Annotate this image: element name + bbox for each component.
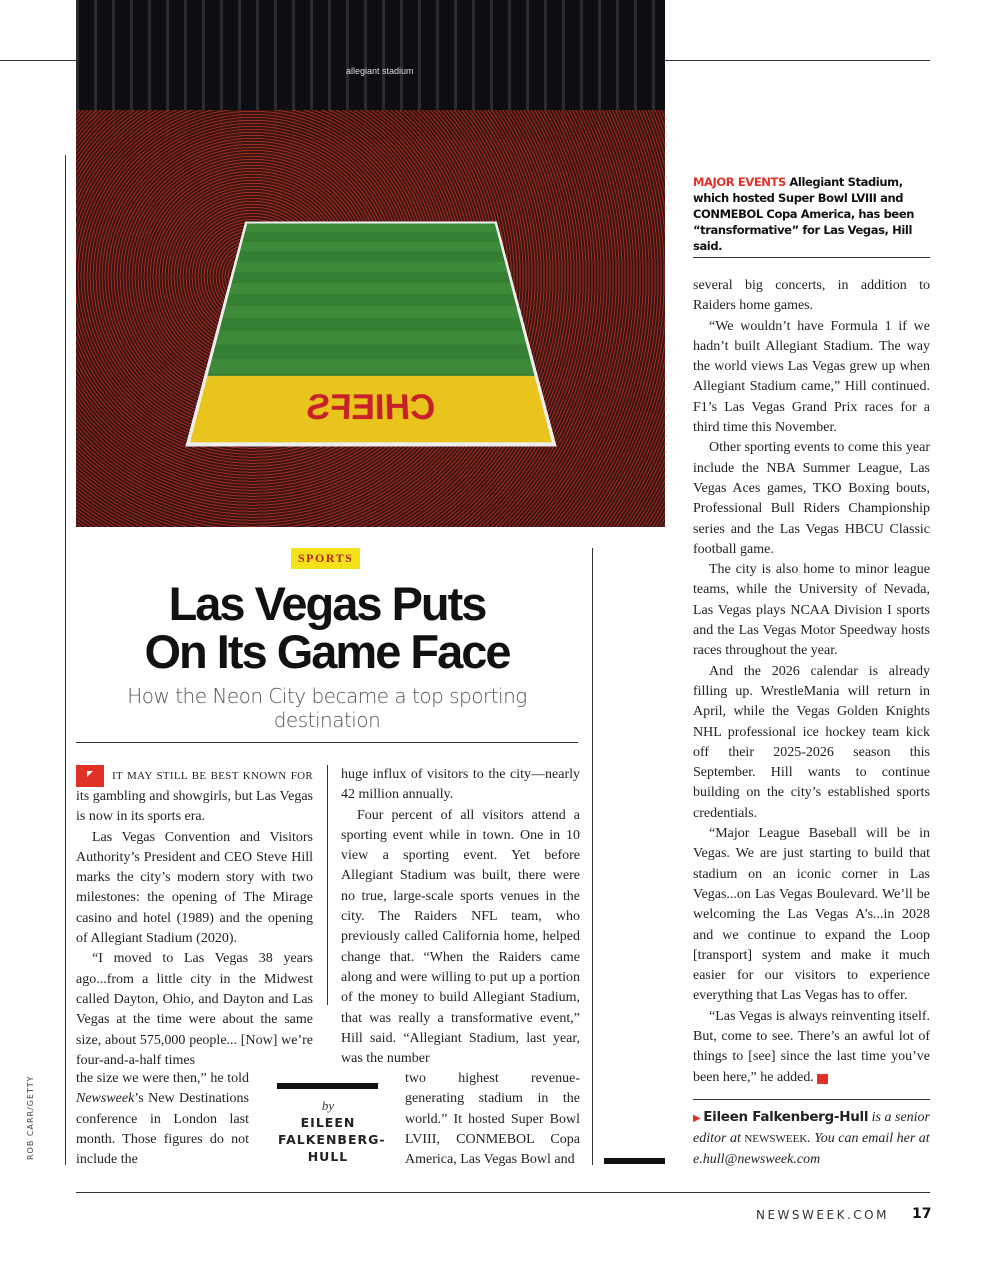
column-3: several big concerts, in addition to Raiders home games. “We wouldn’t have Formula 1 if we hadn’t built Allegiant Stadium. The way the world views Las Vegas grew up when Allegiant Stadium came,” Hill continued. F1’s Las Vegas Grand Prix races for a third time this November. Other sporting events to come this year include the NBA Summer League, Las Vegas Aces games, TKO Boxing bouts, Professional Bull Riders Championship series and the Las Vegas HBCU Classic football game. The city is also home to minor league teams, while the University of Nevada, Las Vegas plays NCAA Division I sports and the Las Vegas Motor Speedway hosts races throughout the year. And the 2026 calendar is already filling up. WrestleMania will return in April, while the Vegas Golden Knights NHL professional ice hockey team kick off their 2025-2026 season this September. Hill wants to continue building on the city’s established sports credentials. “Major League Baseball will be in Vegas. We are just starting to build that stadium on an iconic corner in Las Vegas...on Las Vegas Boulevard. We’ll be welcoming the Las Vegas A’s...in 2028 and we continue to expand the Loop [transport] system and make it much easier for our visitors to experience everything that Las Vegas has to offer. “Las Vegas is always reinventing itself. But, come to see. There’s an awful lot of things to [see] since the last time you’ve been here,” he added. N <box>693 278 930 1085</box>
headline: Las Vegas Puts On Its Game Face <box>144 577 510 678</box>
endzone-text: CHIEFS <box>190 376 552 442</box>
paragraph: “I moved to Las Vegas 38 years ago...from a little city in the Midwest called Dayton, Ohio, and Dayton and Las Vegas at the time were about the same size, about 575,000 people... [Now] we’re four-and-a-half times <box>76 951 313 1068</box>
caption-label: MAJOR EVENTS <box>693 175 786 189</box>
stadium-sign: allegiant stadium <box>346 66 414 76</box>
football-field <box>185 222 556 447</box>
column-2-continued: two highest revenue-generating stadium in the world.” It hosted Super Bowl LVIII, CONMEBOL Copa America, Las Vegas Bowl and <box>405 1071 580 1168</box>
triangle-bullet-icon: ▶ <box>693 1113 704 1124</box>
author-email[interactable]: . You can email her at e.hull@newsweek.com <box>693 1131 930 1167</box>
footer-site[interactable]: NEWSWEEK.COM <box>756 1208 889 1222</box>
column-end-bar <box>604 1158 665 1164</box>
left-rule <box>65 155 66 1165</box>
byline-bar <box>277 1083 378 1089</box>
headline-rule <box>76 742 578 743</box>
byline: by EILEEN FALKENBERG-HULL <box>278 1098 386 1164</box>
bio-rule <box>693 1099 930 1100</box>
paragraph: Las Vegas Convention and Visitors Authority’s President and CEO Steve Hill marks the city’s modern story with two milestones: the opening of The Mirage casino and hotel (1989) and the opening of Allegiant Stadium (2020). <box>76 829 313 947</box>
author-name[interactable]: EILEEN FALKENBERG-HULL <box>278 1115 386 1164</box>
newsweek-marker-icon <box>76 765 104 787</box>
column-rule-inner <box>327 765 328 1005</box>
paragraph: huge influx of visitors to the city—nearly 42 million annually. <box>341 767 580 803</box>
stadium-photo <box>76 0 665 527</box>
top-rule-left <box>0 60 76 61</box>
top-rule-right <box>665 60 930 61</box>
paragraph: Four percent of all visitors attend a sporting event while in town. One in 10 view a sporting event. Yet before Allegiant Stadium was built, there were no true, large-scale sports venues in the city. The Raiders NFL team, who previously called California home, helped change that. “When the Raiders came along and were willing to put up a portion of the money to build Allegiant Stadium, that was really a transformative event,” Hill said. “Allegiant Stadium, last year, was the number <box>341 807 580 1067</box>
lead-paragraph: IT MAY STILL BE BEST KNOWN FOR its gambling and showgirls, but Las Vegas is now in its sports era. <box>76 765 313 828</box>
caption-rule <box>693 257 930 258</box>
page-number: 17 <box>912 1206 932 1222</box>
column-2 <box>341 765 580 1069</box>
end-mark-icon: N <box>817 1074 828 1084</box>
column-rule <box>592 548 593 1165</box>
column-1-continued: the size we were then,” he told Newsweek’s New Destinations conference in London last month. Those figures do not include the <box>76 1071 249 1168</box>
author-bio: ▶ Eileen Falkenberg-Hull is a senior editor at NEWSWEEK. You can email her at e.hull@newsweek.com <box>693 1109 931 1167</box>
photo-credit: ROB CARR/GETTY <box>26 1075 35 1160</box>
footer-rule <box>76 1192 930 1193</box>
caption-text: Allegiant Stadium, which hosted Super Bowl LVIII and CONMEBOL Copa America, has been “transformative” for Las Vegas, Hill said. <box>693 175 915 253</box>
column-1 <box>76 765 313 1071</box>
photo-caption <box>693 174 933 254</box>
section-kicker[interactable]: SPORTS <box>291 548 360 569</box>
subheadline: How the Neon City became a top sporting destination <box>127 684 527 732</box>
